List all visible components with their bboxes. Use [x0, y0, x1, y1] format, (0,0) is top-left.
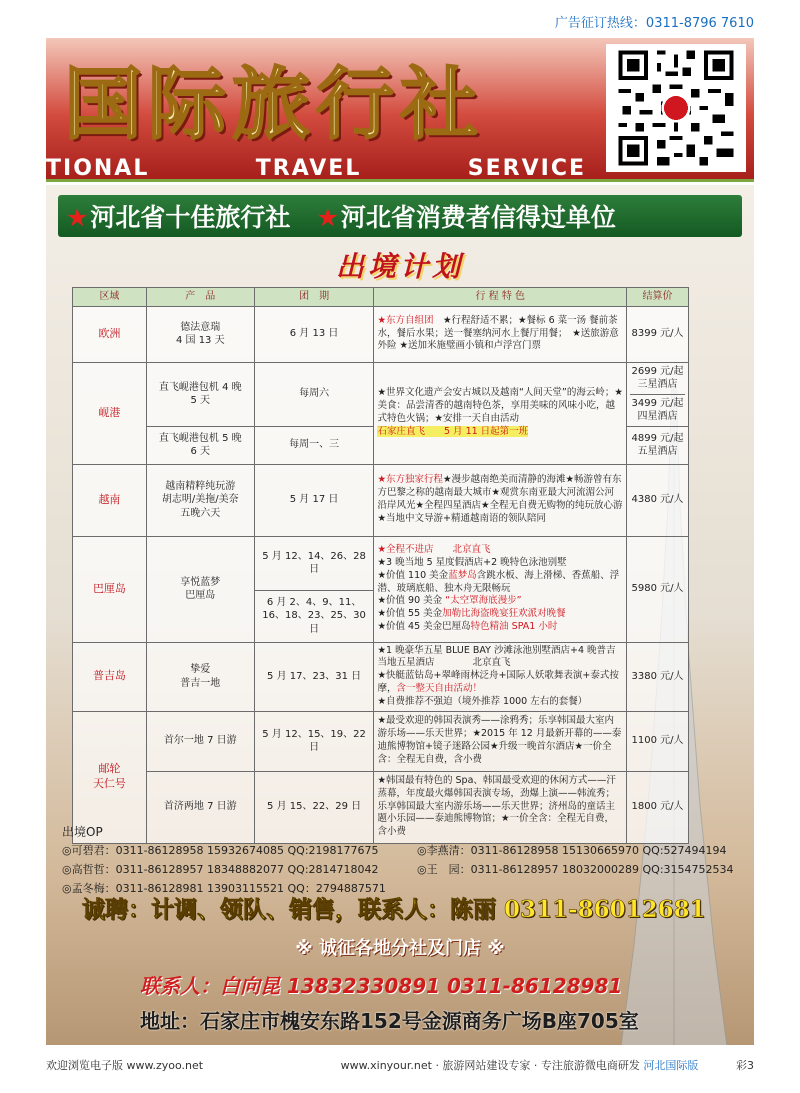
product-cell: 德法意瑞 4 国 13 天: [146, 306, 254, 362]
tour-table: [72, 287, 689, 844]
feature-cell: [374, 362, 627, 464]
table-row: [73, 464, 689, 536]
table-header-row: [73, 288, 689, 307]
feature-cell: ★韩国最有特色的 Spa、韩国最受欢迎的休闲方式——汗蒸幕，年度最火爆韩国表演专场，劲爆上演——韩流秀；乐享韩国最大室内游乐场——乐天世界；济州岛的童话主题小乐园——泰迪熊博物馆；★一价全含：全程无自费，含小费: [374, 771, 627, 843]
branch-recruitment: ※ 诚征各地分社及门店 ※: [295, 938, 505, 959]
feature-line: ★3 晚当地 5 星度假酒店+2 晚特色泳池别墅: [377, 556, 567, 568]
product-cell: 首济两地 7 日游: [146, 771, 254, 843]
feature-highlight: “太空罩海底漫步”: [445, 595, 522, 607]
recruitment-line: 诚聘：计调、领队、销售，联系人：陈丽 0311-86012681: [82, 896, 706, 923]
date-cell: 5 月 17 日: [254, 464, 374, 536]
table-row: [73, 642, 689, 711]
date-cell: 5 月 12、15、19、22 日: [254, 711, 374, 771]
feature-highlight: 含一整天自由活动！: [396, 682, 483, 694]
date-cell: 5 月 17、23、31 日: [254, 642, 374, 711]
product-cell: 首尔一地 7 日游: [146, 711, 254, 771]
feature-text: ★价值 90 美金: [377, 595, 446, 607]
product-cell: 直飞岘港包机 5 晚 6 天: [146, 426, 254, 464]
qr-code-icon: [606, 44, 746, 172]
contact-person: 联系人：白向昆 13832330891 0311-86128981: [140, 974, 623, 998]
feature-line: [377, 595, 623, 608]
price-cell: 1100 元/人: [627, 711, 689, 771]
column-header: 产 品: [146, 288, 254, 307]
page-subtitle: [46, 156, 606, 181]
region-cell: 越南: [73, 464, 147, 536]
feature-text: 含跳水板、海上滑梯、香蕉船、浮潜、玻璃底船、独木舟无限畅玩: [377, 569, 620, 594]
feature-line: [377, 608, 623, 621]
product-cell: 越南精粹纯玩游 胡志明/美拖/美奈 五晚六天: [146, 464, 254, 536]
price-cell: 3380 元/人: [627, 642, 689, 711]
feature-highlight: 蓝梦岛: [448, 569, 477, 581]
product-cell: 挚爱 普吉一地: [146, 642, 254, 711]
page-number: 彩3: [736, 1059, 754, 1072]
subtitle-word: SERVICE: [467, 156, 586, 181]
feature-cell: [374, 642, 627, 711]
date-cell: 5 月 15、22、29 日: [254, 771, 374, 843]
feature-text: ★行程舒适不累；★餐标 6 菜一汤 餐前茶水，餐后水果；送一餐塞纳河水上餐厅用餐； ★送旅游意外险 ★送加米施璧画小镇和卢浮宫门票: [377, 314, 619, 352]
feature-text: ★价值 110 美金: [377, 569, 449, 581]
main-content: [46, 185, 754, 1045]
feature-line: ★全程不进店 北京直飞: [377, 544, 491, 556]
contacts-title: 出境OP: [62, 825, 103, 839]
honor-banner: [58, 195, 742, 237]
price-cell: 5980 元/人: [627, 536, 689, 642]
date-cell: 6 月 13 日: [254, 306, 374, 362]
feature-cell: [374, 306, 627, 362]
star-icon: ★: [66, 203, 89, 232]
feature-text: ★价值 45 美金巴厘岛: [377, 621, 471, 633]
column-header: 区域: [73, 288, 147, 307]
product-cell: 享悦蓝梦 巴厘岛: [146, 536, 254, 642]
contact-item: ◎高哲哲：0311-86128957 18348882077 QQ:2814718042: [62, 863, 379, 876]
region-cell: 邮轮 天仁号: [73, 711, 147, 843]
contact-item: ◎可碧君：0311-86128958 15932674085 QQ:2198177675: [62, 844, 379, 857]
honor-item: [66, 198, 290, 234]
column-header: 团 期: [254, 288, 374, 307]
table-row: [73, 711, 689, 771]
contact-item: ◎李燕清：0311-86128958 15130665970 QQ:527494194: [417, 844, 727, 857]
feature-cell: [374, 464, 627, 536]
footer-brand: 河北国际版: [643, 1059, 699, 1072]
region-cell: 普吉岛: [73, 642, 147, 711]
feature-highlight: 加勒比海盗晚宴狂欢派对晚餐: [442, 608, 566, 620]
feature-line: [377, 570, 623, 596]
section-title: 出境计划: [335, 250, 464, 283]
star-icon: ★: [316, 203, 339, 232]
address: 地址：石家庄市槐安东路152号金源商务广场B座705室: [140, 1009, 639, 1033]
price-cell: [627, 362, 689, 426]
header: [46, 38, 754, 182]
product-cell: 直飞岘港包机 4 晚 5 天: [146, 362, 254, 426]
footer: [46, 1057, 754, 1073]
date-cell: 5 月 12、14、26、28 日: [254, 536, 374, 590]
feature-tag: ★东方独家行程: [377, 474, 444, 486]
footer-site: www.xinyour.net · 旅游网站建设专家 · 专注旅游微电商研发: [340, 1059, 640, 1072]
feature-cell: ★最受欢迎的韩国表演秀——涂鸦秀；乐享韩国最大室内游乐场——乐天世界；★2015 年 12 月最新开幕的——泰迪熊博物馆+镜子迷路公园★升级一晚首尔酒店★一价全含：全程无自费，含小费: [374, 711, 627, 771]
region-cell: 欧洲: [73, 306, 147, 362]
table-row: [73, 362, 689, 426]
price-option: 2699 元/起 三星酒店: [630, 365, 685, 395]
honor-text: 河北省十佳旅行社: [90, 203, 291, 232]
feature-line: [377, 670, 623, 696]
price-option: 3499 元/起 四星酒店: [631, 397, 684, 422]
price-cell: 1800 元/人: [627, 771, 689, 843]
table-row: [73, 536, 689, 590]
footer-left: 欢迎浏览电子版 www.zyoo.net: [46, 1059, 204, 1072]
feature-text: ★漫步越南绝美而清静的海滩★畅游曾有东方巴黎之称的越南最大城市★观赏东南亚最大河流湄公河沿岸风光★全程四星酒店★全程无自费无购物的纯玩放心游★当地中文导游+精通越南语的领队陪同: [377, 474, 623, 524]
date-cell: 每周六: [254, 362, 374, 426]
feature-highlight: 石家庄直飞 5 月 11 日起第一班: [377, 425, 529, 437]
table-row: [73, 306, 689, 362]
feature-line: [377, 621, 623, 634]
feature-text: ★世界文化遗产会安古城以及越南“人间天堂”的海云岭；★美食：品尝清香的越南特色茶，享用美味的风味小吃，越式特色火锅；★安排一天自由活动: [377, 387, 623, 424]
op-contacts: [62, 823, 752, 896]
honor-item: [316, 198, 615, 234]
subtitle-word: TIONAL: [46, 156, 150, 181]
feature-cell: [374, 536, 627, 642]
honor-text: 河北省消费者信得过单位: [340, 203, 616, 232]
price-option: 4899 元/起 五星酒店: [627, 426, 689, 464]
feature-text: ★价值 55 美金: [377, 608, 443, 620]
footer-mid: [341, 1057, 699, 1073]
contact-item: ◎孟冬梅：0311-86128981 13903115521 QQ：2794887571: [62, 882, 386, 895]
feature-text: ★快艇蓝钻岛+翠峰雨林泛舟+国际人妖歌舞表演+泰式按摩，: [377, 670, 619, 694]
page-title: 国际旅行社: [64, 59, 485, 150]
column-header: 结算价: [627, 288, 689, 307]
price-cell: 8399 元/人: [627, 306, 689, 362]
contact-item: ◎王 园：0311-86128957 18032000289 QQ:3154752534: [417, 863, 734, 876]
feature-line: ★自费推荐不强迫（境外推荐 1000 左右的套餐）: [377, 695, 588, 707]
column-header: 行 程 特 色: [374, 288, 627, 307]
feature-tag: ★东方自组团: [377, 314, 434, 326]
subtitle-word: TRAVEL: [255, 156, 362, 181]
region-cell: 岘港: [73, 362, 147, 464]
date-cell: 6 月 2、4、9、11、16、18、23、25、30 日: [254, 590, 374, 642]
feature-highlight: 特色精油 SPA1 小时: [470, 621, 558, 633]
hotline: 广告征订热线：0311-8796 7610: [554, 16, 754, 31]
feature-line: ★1 晚豪华五星 BLUE BAY 沙滩泳池别墅酒店+4 晚普吉当地五星酒店 北京直飞: [377, 644, 616, 669]
price-cell: 4380 元/人: [627, 464, 689, 536]
date-cell: 每周一、三: [254, 426, 374, 464]
region-cell: 巴厘岛: [73, 536, 147, 642]
